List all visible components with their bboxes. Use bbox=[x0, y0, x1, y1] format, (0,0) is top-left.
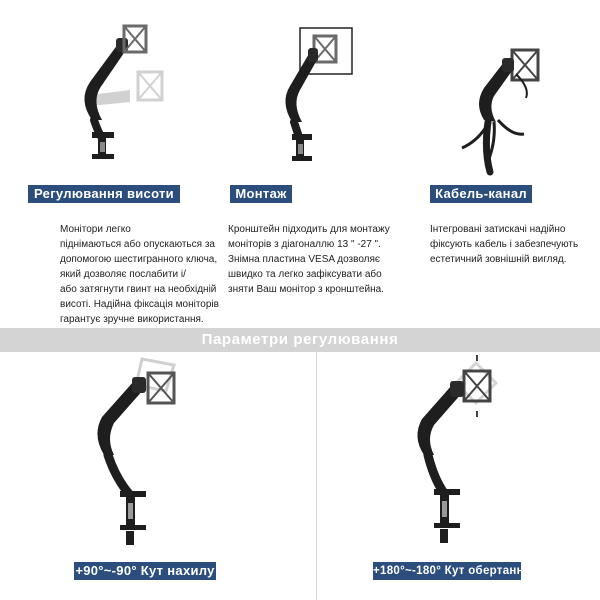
desc-line: висоті. Надійна фіксація моніторів bbox=[60, 299, 219, 310]
desc-line: Кронштейн підходить для монтажу bbox=[228, 224, 390, 235]
cable-channel-label: Кабель-канал bbox=[430, 185, 532, 203]
height-adjust-label: Регулювання висоти bbox=[28, 185, 180, 203]
desc-line: або затягнути гвинт на необхідній bbox=[60, 284, 217, 295]
desc-line: Інтегровані затискачі надійно bbox=[430, 224, 566, 235]
tilt-label: +90°~-90° Кут нахилу bbox=[75, 563, 215, 578]
desc-line: зняти Ваш монітор з кронштейна. bbox=[228, 284, 384, 295]
mounting-arm-image bbox=[270, 20, 370, 170]
rotation-label: +180°~-180° Кут обертання bbox=[373, 562, 521, 580]
desc-line: піднімаються або опускаються за bbox=[60, 239, 215, 250]
desc-line: фіксують кабель і забезпечують bbox=[430, 239, 579, 250]
desc-line: естетичний зовнішній вигляд. bbox=[430, 254, 567, 265]
desc-line: швидко та легко зафіксувати або bbox=[228, 269, 382, 280]
vertical-separator bbox=[316, 352, 317, 600]
desc-line: моніторів з діагоналлю 13 " -27 ". bbox=[228, 239, 381, 250]
desc-line: допомогою шестигранного ключа, bbox=[60, 254, 218, 265]
desc-line: Знімна пластина VESA дозволяє bbox=[228, 254, 381, 265]
height-adjust-arm-image bbox=[60, 20, 200, 170]
rotation-arm-image bbox=[400, 355, 520, 555]
desc-line: який дозволяє послабити і/ bbox=[60, 269, 186, 280]
mounting-description bbox=[228, 222, 403, 297]
desc-line: Монітори легко bbox=[60, 224, 131, 235]
cable-channel-arm-image bbox=[450, 40, 560, 180]
cable-channel-description bbox=[430, 222, 590, 267]
desc-line: гарантує зручне використання. bbox=[60, 314, 204, 325]
mounting-label: Монтаж bbox=[230, 185, 292, 203]
tilt-arm-image bbox=[90, 355, 210, 555]
section-title: Параметри регулювання bbox=[201, 331, 399, 348]
height-adjust-description bbox=[60, 222, 220, 327]
